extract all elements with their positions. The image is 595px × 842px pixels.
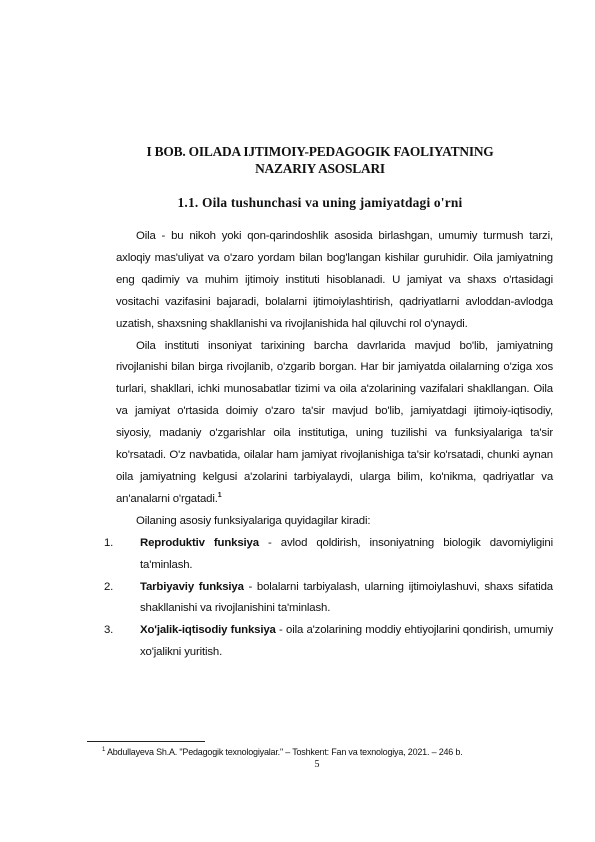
list-item bbox=[104, 577, 553, 621]
list-item-description: - avlod qoldirish, insoniyatning biologik davomiyligini ta'minlash. bbox=[140, 536, 553, 571]
list-item-description: - bolalarni tarbiyalash, ularning ijtimoiylashuvi, shaxs sifatida shakllanishi va rivojlanishini ta'minlash. bbox=[140, 580, 553, 615]
list-item bbox=[104, 533, 553, 577]
list-item bbox=[104, 620, 553, 664]
footnote-text: Abdullayeva Sh.A. "Pedagogik texnologiyalar." – Toshkent: Fan va texnologiya, 2021. – 246 b. bbox=[105, 747, 463, 757]
list-item-term: Xo'jalik-iqtisodiy funksiya bbox=[140, 624, 276, 637]
footnote-reference[interactable]: 1 bbox=[217, 492, 222, 500]
footnote-mark: 1 bbox=[102, 747, 106, 753]
paragraph-2 bbox=[116, 336, 553, 511]
section-title: 1.1. Oila tushunchasi va uning jamiyatdagi o'rni bbox=[177, 195, 463, 210]
footnote-separator bbox=[87, 741, 205, 742]
paragraph-1: Oila - bu nikoh yoki qon-qarindoshlik asosida birlashgan, umumiy turmush tarzi, axloqiy mas'uliyat va o'zaro yordam bilan bog'langan kishilar guruhidir. Oila jamiyatning eng qadimiy va muhim ijtimoiy instituti hisoblanadi. U jamiyat va shaxs o'rtasidagi vositachi vazifasini bajaradi, bolalarni ijtimoiylashtirish, qadriyatlarni avloddan-avlodga uzatish, shaxsning shakllanishi va rivojlanishida hal qiluvchi rol o'ynaydi. bbox=[116, 230, 553, 330]
body-text bbox=[104, 226, 553, 664]
chapter-title-line-1: I BOB. OILADA IJTIMOIY-PEDAGOGIK FAOLIYATNING bbox=[146, 144, 494, 159]
footnote bbox=[102, 747, 552, 757]
chapter-title bbox=[95, 143, 545, 177]
list-item-number: 3. bbox=[104, 624, 114, 637]
list-item-term: Tarbiyaviy funksiya bbox=[140, 580, 244, 593]
list-item-number: 1. bbox=[104, 536, 114, 549]
functions-list bbox=[104, 533, 553, 664]
list-intro: Oilaning asosiy funksiyalariga quyidagilar kiradi: bbox=[136, 514, 371, 527]
list-item-number: 2. bbox=[104, 580, 114, 593]
paragraph-2-text: Oila instituti insoniyat tarixining barcha davrlarida mavjud bo'lib, jamiyatning rivojlanishi bilan birga rivojlanib, o'zgarib borgan. Har bir jamiyatda oilalarning o'ziga xos turlari, shakllari, ichki munosabatlar tizimi va oila a'zolarining vazifalari shakllangan. Oila va jamiyat o'rtasida doimiy o'zaro ta'sir mavjud bo'lib, jamiyatdagi ijtimoiy-iqtisodiy, siyosiy, madaniy o'zgarishlar oila institutiga, uning tuzilishi va funksiyalariga ta'sir ko'rsatadi. O'z navbatida, oilalar ham jamiyat rivojlanishiga ta'sir ko'rsatadi, chunki aynan oila jamiyatning kelgusi a'zolarini tarbiyalaydi, ularga bilim, ko'nikma, qadriyatlar va an'analarni o'rgatadi. bbox=[116, 339, 553, 505]
chapter-title-line-2: NAZARIY ASOSLARI bbox=[255, 161, 385, 176]
page-number: 5 bbox=[314, 759, 320, 770]
list-item-term: Reproduktiv funksiya bbox=[140, 536, 259, 549]
list-item-description: - oila a'zolarining moddiy ehtiyojlarini qondirish, umumiy xo'jalikni yuritish. bbox=[140, 624, 553, 659]
